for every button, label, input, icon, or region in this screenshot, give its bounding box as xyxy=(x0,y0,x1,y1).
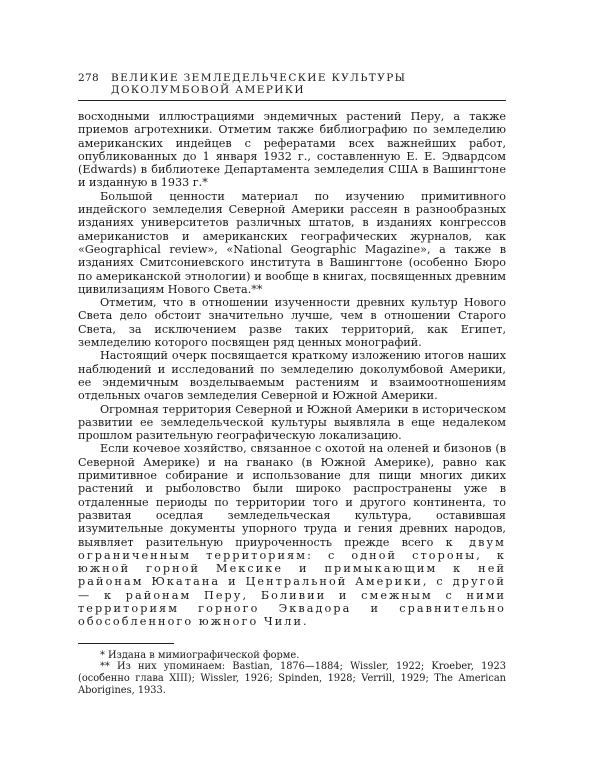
paragraph-1: восходными иллюстрациями эндемичных растений Перу, а также приемов агротехники. Отметим также библиографию по земледелию американских индейцев с рефератами всех важнейших работ, опубликованных до 1 января 1932 г., составленную Е. Е. Эдвардсом (Edwards) в библиотеке Департамента земледелия США в Вашингтоне и изданную в 1933 г.* xyxy=(78,110,506,190)
footnote-1: * Издана в мимиографической форме. xyxy=(100,649,300,661)
footnote-rule xyxy=(78,643,174,644)
paragraph-5: Огромная территория Северной и Южной Америки в историческом развитии ее земледельческой культуры выявляла в еще недалеком прошлом разительную географическую локализацию. xyxy=(78,402,506,443)
page-header xyxy=(78,72,506,101)
running-title: ВЕЛИКИЕ ЗЕМЛЕДЕЛЬЧЕСКИЕ КУЛЬТУРЫ ДОКОЛУМБОВОЙ АМЕРИКИ xyxy=(110,72,407,96)
paragraph-3: Отметим, что в отношении изученности древних культур Нового Света дело обстоит значительно лучше, чем в отношении Старого Света, за исключением разве таких территорий, как Египет, земледелию которого посвящен ряд ценных монографий. xyxy=(78,296,506,350)
paragraph-4: Настоящий очерк посвящается краткому изложению итогов наших наблюдений и исследований по земледелию доколумбовой Америки, ее эндемичным возделываемым растениям и взаимоотношениям отдельных очагов земледелия Северной и Южной Америки. xyxy=(78,349,506,403)
paragraph-6-text: Если кочевое хозяйство, связанное с охотой на оленей и бизонов (в Северной Америке) и на гванако (в Южной Америке), равно как примитивное собирание и использование для пищи многих диких растений и рыболовство были широко распространены уже в отдаленные периоды по территории того и другого континента, то развитая оседлая земледельческая культура, оставившая изумительные документы упорного труда и гения древних народов, выявляет разительную приуроченность прежде всего xyxy=(78,442,506,549)
paragraph-6-emphasis: к двум ограниченным территориям: с одной стороны, к южной горной Мексике и примыкающим к ней районам Юкатана и Центральной Америки, с другой — к районам Перу, Боливии и смежным с ними территориям горного Эквадора и сравнительно обособленного южного Чили. xyxy=(78,535,506,629)
footnotes xyxy=(78,650,506,697)
paragraph-6 xyxy=(78,442,506,628)
main-text xyxy=(78,110,506,629)
page-number: 278 xyxy=(78,72,99,84)
book-page xyxy=(78,72,506,697)
footnote-2: ** Из них упоминаем: Bastian, 1876—1884; Wissler, 1922; Kroeber, 1923 (особенно глава XIII); Wissler, 1926; Spinden, 1928; Verrill, 1929; The American Aborigines, 1933. xyxy=(78,661,506,696)
paragraph-2: Большой ценности материал по изучению примитивного индейского земледелия Северной Америки рассеян в разнообразных изданиях университетов различных штатов, в изданиях конгрессов американистов и американских географических журналов, как «Geographical review», «National Geographic Magazine», а также в изданиях Смитсониевского института в Вашингтоне (особенно Бюро по американской этнологии) и вообще в книгах, посвященных древним цивилизациям Нового Света.** xyxy=(78,189,506,296)
